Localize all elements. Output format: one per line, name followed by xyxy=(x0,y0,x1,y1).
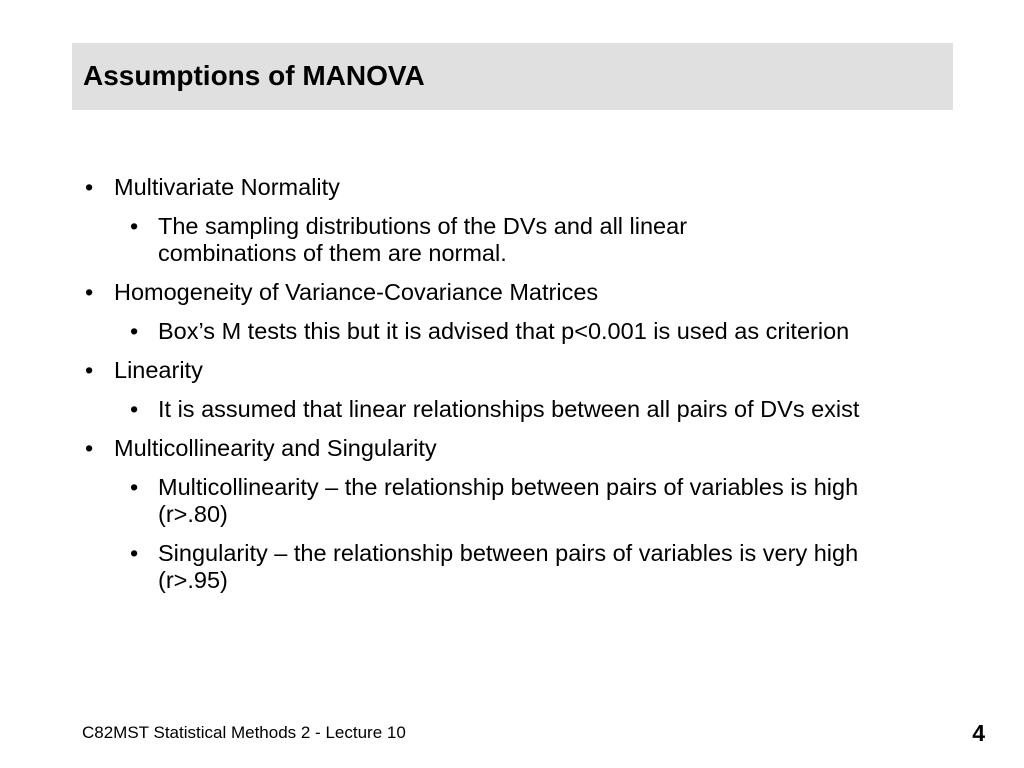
sub-bullet-text: It is assumed that linear relationships between all pairs of DVs exist xyxy=(158,396,860,422)
bullet-marker: • xyxy=(130,213,139,239)
page-number: 4 xyxy=(972,720,985,746)
sub-bullet-text: The sampling distributions of the DVs and all linear combinations of them are normal. xyxy=(158,213,688,266)
bullet-marker: • xyxy=(85,357,94,383)
bullet-marker: • xyxy=(130,396,139,422)
sub-bullet-text: Singularity – the relationship between pairs of variables is very high (r>.95) xyxy=(158,540,859,593)
title-bar xyxy=(72,43,953,110)
bullet-text: Homogeneity of Variance-Covariance Matrices xyxy=(114,279,599,305)
bullet-marker: • xyxy=(85,279,94,305)
sub-bullet-item xyxy=(84,474,964,528)
bullet-marker: • xyxy=(130,540,139,566)
sub-bullet-item xyxy=(84,540,964,594)
bullet-item xyxy=(84,435,964,462)
bullet-marker: • xyxy=(130,474,139,500)
bullet-marker: • xyxy=(130,318,139,344)
bullet-item xyxy=(84,279,964,306)
bullet-text: Linearity xyxy=(114,357,203,383)
bullet-marker: • xyxy=(85,435,94,461)
bullet-marker: • xyxy=(85,174,94,200)
bullet-item xyxy=(84,174,964,201)
slide-title: Assumptions of MANOVA xyxy=(83,60,425,91)
sub-bullet-text: Multicollinearity – the relationship between pairs of variables is high (r>.80) xyxy=(158,474,859,527)
bullet-text: Multicollinearity and Singularity xyxy=(114,435,437,461)
sub-bullet-item xyxy=(84,318,964,345)
bullet-item xyxy=(84,357,964,384)
sub-bullet-item xyxy=(84,396,964,423)
bullet-list xyxy=(84,174,964,606)
bullet-text: Multivariate Normality xyxy=(114,174,340,200)
footer-course-label: C82MST Statistical Methods 2 - Lecture 10 xyxy=(82,723,406,742)
sub-bullet-item xyxy=(84,213,964,267)
sub-bullet-text: Box’s M tests this but it is advised that p<0.001 is used as criterion xyxy=(158,318,850,344)
